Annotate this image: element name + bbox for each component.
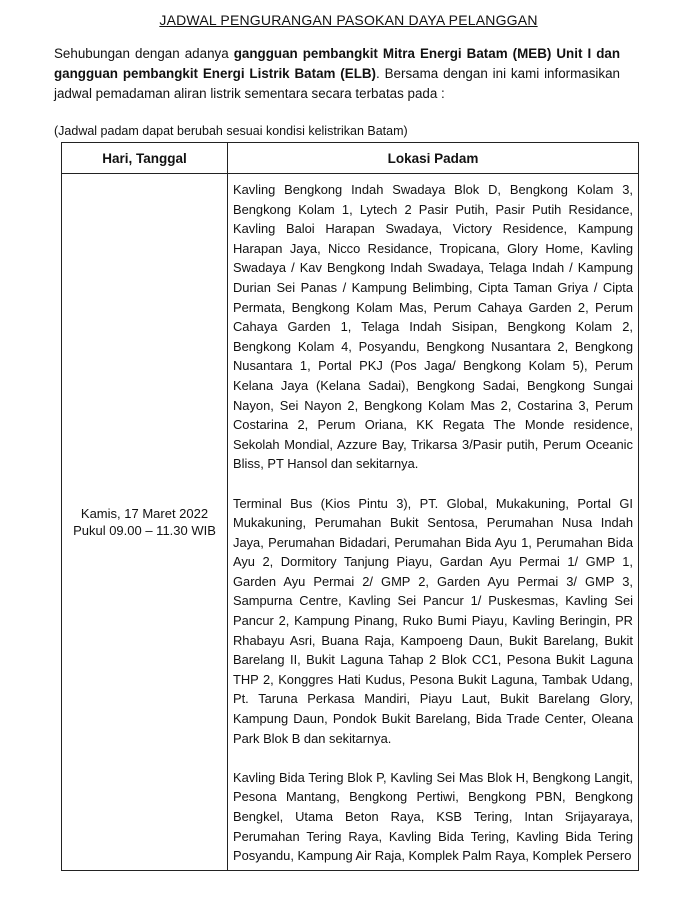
document-title: JADWAL PENGURANGAN PASOKAN DAYA PELANGGAN	[159, 12, 538, 28]
intro-text-2: . Bersama dengan ini kami informasikan jadwal pemadaman aliran listrik sementara secara terbatas pada :	[54, 66, 620, 101]
schedule-note: (Jadwal padam dapat berubah sesuai kondisi kelistrikan Batam)	[54, 124, 408, 138]
intro-text-1: Sehubungan dengan adanya	[54, 46, 234, 61]
location-cell	[228, 174, 639, 871]
intro-paragraph	[54, 44, 620, 104]
date-line: Kamis, 17 Maret 2022	[80, 505, 209, 521]
time-line: Pukul 09.00 – 11.30 WIB	[73, 522, 216, 538]
location-group-1: Kavling Bengkong Indah Swadaya Blok D, Bengkong Kolam 3, Bengkong Kolam 1, Lytech 2 Pasir Putih, Pasir Putih Residance, Kavling Baloi Harapan Swadaya, Victory Residence, Kampung Harapan Jaya, Nicco Residance, Tropicana, Glory Home, Kavling Swadaya / Kav Bengkong Indah Swadaya, Telaga Indah / Kampung Durian Sei Panas / Kampung Belimbing, Cipta Taman Griya / Cipta Permata, Bengkong Kolam Mas, Perum Cahaya Garden 2, Perum Cahaya Garden 1, Telaga Indah Sisipan, Bengkong Kolam 2, Bengkong Kolam 4, Posyandu, Bengkong Nusantara 2, Bengkong Nusantara 1, Portal PKJ (Pos Jaga/ Bengkong Kolam 5), Perum Kelana Jaya (Kelana Sadai), Bengkong Sadai, Bengkong Sungai Nayon, Sei Nayon 2, Bengkong Kolam Mas 2, Costarina 3, Perum Costarina 2, Perum Oriana, KK Regata The Monde residence, Sekolah Mondial, Azzure Bay, Trikarsa 3/Pasir putih, Perum Oceanic Bliss, PT Hansol dan sekitarnya.	[233, 182, 633, 472]
location-group-2: Terminal Bus (Kios Pintu 3), PT. Global, Mukakuning, Portal GI Mukakuning, Perumahan Bukit Sentosa, Perumahan Nusa Indah Jaya, Perumahan Bidadari, Perumahan Bida Ayu 1, Perumahan Bida Ayu 2, Dormitory Tanjung Piayu, Gardan Ayu Permai 1/ GMP 1, Garden Ayu Permai 2/ GMP 2, Garden Ayu Permai 3/ GMP 3, Sampurna Centre, Kavling Sei Pancur 1/ Puskesmas, Kavling Sei Pancur 2, Kampung Pinang, Ruko Bumi Piayu, Kavling Beringin, PR Rhabayu Asri, Buana Raja, Kampoeng Daun, Bukit Barelang, Bukit Barelang II, Bukit Laguna Tahap 2 Blok CC1, Pesona Bukit Laguna THP 2, Konggres Hati Kudus, Pesona Bukit Laguna, Tambak Udang, Pt. Taruna Perkasa Mandiri, Piayu Laut, Bukit Barelang Glory, Kampung Daun, Pondok Bukit Barelang, Bida Trade Center, Oleana Park Blok B dan sekitarnya.	[233, 495, 633, 746]
header-location: Lokasi Padam	[228, 143, 639, 174]
outage-schedule-table	[61, 142, 639, 871]
location-group-3: Kavling Bida Tering Blok P, Kavling Sei Mas Blok H, Bengkong Langit, Pesona Mantang, Bengkong Pertiwi, Bengkong PBN, Bengkong Bengkel, Utama Beton Raya, KSB Tering, Intan Srijayaraya, Perumahan Tering Raya, Kavling Bida Tering, Kavling Bida Tering Posyandu, Kampung Air Raja, Komplek Palm Raya, Komplek Persero	[233, 769, 633, 864]
table-row	[62, 174, 639, 871]
header-date: Hari, Tanggal	[62, 143, 228, 174]
date-cell	[62, 174, 228, 871]
intro-bold-text: gangguan pembangkit Mitra Energi Batam (MEB) Unit I dan gangguan pembangkit Energi Listrik Batam (ELB)	[54, 46, 621, 81]
table-header-row	[62, 143, 639, 174]
